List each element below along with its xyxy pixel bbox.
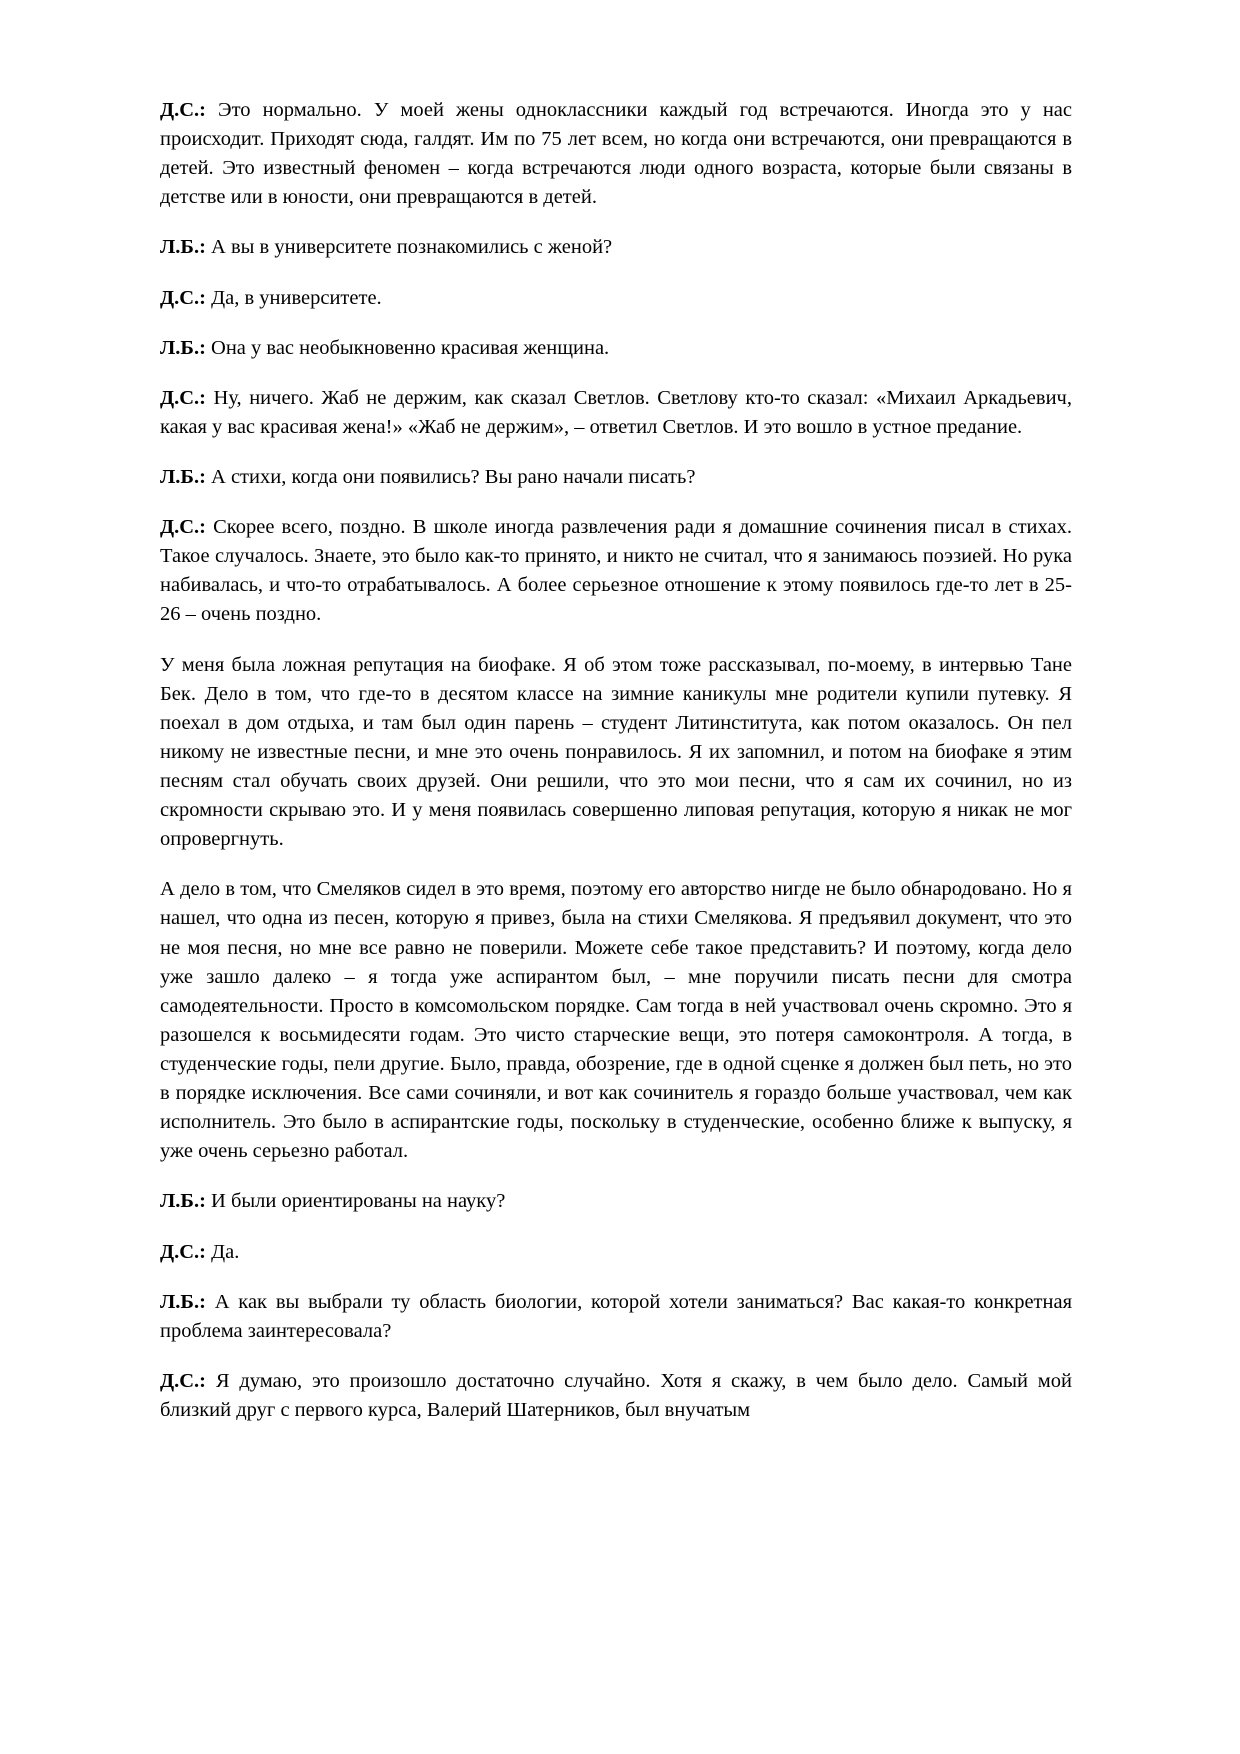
speaker-label: Л.Б.:: [160, 465, 206, 488]
paragraph: [160, 463, 1072, 492]
speaker-label: Д.С.:: [160, 286, 206, 309]
paragraph: [160, 1367, 1072, 1425]
document-body: [160, 96, 1072, 1425]
paragraph-text: Скорее всего, поздно. В школе иногда развлечения ради я домашние сочинения писал в стихах. Такое случалось. Знаете, это было как-то принято, и никто не считал, что я занимаюсь поэзией. Но рука набивалась, и что-то отрабатывалось. А более серьезное отношение к этому появилось где-то лет в 25-26 – очень поздно.: [160, 516, 1072, 626]
paragraph: [160, 875, 1072, 1166]
paragraph: [160, 284, 1072, 313]
paragraph-text: Она у вас необыкновенно красивая женщина.: [205, 336, 610, 359]
speaker-label: Л.Б.:: [160, 1190, 206, 1213]
paragraph-text: Да, в университете.: [206, 286, 382, 309]
paragraph-text: Это нормально. У моей жены одноклассники каждый год встречаются. Иногда это у нас происходит. Приходят сюда, галдят. Им по 75 лет всем, но когда они встречаются, они превращаются в детей. Это известный феномен – когда встречаются люди одного возраста, которые были связаны в детстве или в юности, они превращаются в детей.: [160, 99, 1072, 209]
speaker-label: Л.Б.:: [160, 1290, 206, 1313]
paragraph: [160, 1288, 1072, 1346]
speaker-label: Л.Б.:: [160, 236, 206, 259]
paragraph: [160, 651, 1072, 855]
paragraph-text: А как вы выбрали ту область биологии, которой хотели заниматься? Вас какая-то конкретная проблема заинтересовала?: [160, 1290, 1072, 1342]
paragraph-text: А вы в университете познакомились с женой?: [205, 236, 613, 259]
paragraph-text: Да.: [206, 1240, 240, 1263]
paragraph-text: У меня была ложная репутация на биофаке. Я об этом тоже рассказывал, по-моему, в интервью Тане Бек. Дело в том, что где-то в десятом классе на зимние каникулы мне родители купили путевку. Я поехал в дом отдыха, и там был один парень – студент Литинститута, как потом оказалось. Он пел никому не известные песни, и мне это очень понравилось. Я их запомнил, и потом на биофаке я этим песням стал обучать своих друзей. Они решили, что это мои песни, что я сам их сочинил, но из скромности скрываю это. И у меня появилась совершенно липовая репутация, которую я никак не мог опровергнуть.: [160, 653, 1072, 851]
paragraph-text: А стихи, когда они появились? Вы рано начали писать?: [205, 465, 696, 488]
paragraph: [160, 1238, 1072, 1267]
speaker-label: Д.С.:: [160, 1240, 206, 1263]
paragraph: [160, 233, 1072, 262]
paragraph: [160, 1187, 1072, 1216]
paragraph: [160, 96, 1072, 212]
paragraph: [160, 384, 1072, 442]
speaker-label: Л.Б.:: [160, 336, 206, 359]
paragraph: [160, 334, 1072, 363]
paragraph-text: Ну, ничего. Жаб не держим, как сказал Светлов. Светлову кто-то сказал: «Михаил Аркадьевич, какая у вас красивая жена!» «Жаб не держим», – ответил Светлов. И это вошло в устное предание.: [160, 386, 1072, 438]
paragraph-text: И были ориентированы на науку?: [205, 1190, 506, 1213]
speaker-label: Д.С.:: [160, 99, 206, 121]
paragraph-text: А дело в том, что Смеляков сидел в это время, поэтому его авторство нигде не было обнародовано. Но я нашел, что одна из песен, которую я привез, была на стихи Смелякова. Я предъявил документ, что это не моя песня, но мне все равно не поверили. Можете себе такое представить? И поэтому, когда дело уже зашло далеко – я тогда уже аспирантом был, – мне поручили писать песни для смотра самодеятельности. Просто в комсомольском порядке. Сам тогда в ней участвовал очень скромно. Это я разошелся к восьмидесяти годам. Это чисто старческие вещи, это потеря самоконтроля. А тогда, в студенческие годы, пели другие. Было, правда, обозрение, где в одной сценке я должен был петь, но это в порядке исключения. Все сами сочиняли, и вот как сочинитель я гораздо больше участвовал, чем как исполнитель. Это было в аспирантские годы, поскольку в студенческие, особенно ближе к выпуску, я уже очень серьезно работал.: [160, 878, 1072, 1163]
speaker-label: Д.С.:: [160, 516, 206, 539]
paragraph-text: Я думаю, это произошло достаточно случайно. Хотя я скажу, в чем было дело. Самый мой близкий друг с первого курса, Валерий Шатерников, был внучатым: [160, 1369, 1072, 1421]
paragraph: [160, 513, 1072, 629]
speaker-label: Д.С.:: [160, 1369, 206, 1392]
speaker-label: Д.С.:: [160, 386, 206, 409]
